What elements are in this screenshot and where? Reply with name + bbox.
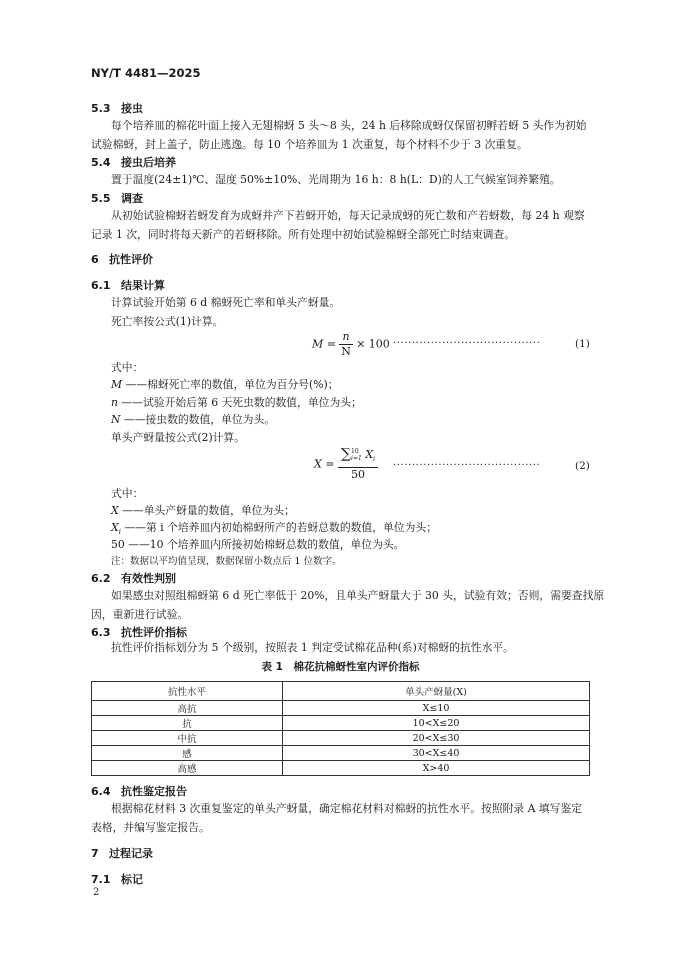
section-7-1-heading: 7.1 标记 bbox=[91, 873, 143, 886]
var-Xi: $X_i$ ——第 i 个培养皿内初始棉蚜所产的若蚜总数的数值，单位为头； bbox=[111, 521, 437, 537]
table-header-cell: 单头产蚜量(X) bbox=[283, 682, 590, 701]
table-row bbox=[92, 716, 590, 731]
where-label-2: 式中： bbox=[111, 487, 144, 500]
document-header: NY/T 4481—2025 bbox=[91, 66, 201, 80]
page-number: 2 bbox=[93, 887, 100, 898]
section-7-heading: 7 过程记录 bbox=[91, 847, 153, 860]
formula-2: X = ∑10 i=1 $X_i$ 50 bbox=[314, 447, 378, 482]
section-5-4-heading: 5.4 接虫后培养 bbox=[91, 156, 176, 169]
table-1-title: 表 1 棉花抗棉蚜性室内评价指标 bbox=[261, 661, 420, 673]
table-row bbox=[92, 701, 590, 716]
table-row bbox=[92, 746, 590, 761]
section-6-4-text-line2: 表格，并编写鉴定报告。 bbox=[91, 821, 210, 834]
table-1 bbox=[91, 681, 590, 776]
section-5-5-text-line1: 从初始试验棉蚜若蚜发育为成蚜并产下若蚜开始，每天记录成蚜的死亡数和产若蚜数，每 24 h 观察 bbox=[111, 209, 585, 222]
section-6-3-heading: 6.3 抗性评价指标 bbox=[91, 626, 187, 639]
table-cell: X≤10 bbox=[283, 701, 590, 716]
table-row bbox=[92, 761, 590, 776]
section-6-2-text-line1: 如果感虫对照组棉蚜第 6 d 死亡率低于 20%，且单头产蚜量大于 30 头，试验有效；否则，需要查找原 bbox=[111, 589, 605, 602]
section-6-3-text: 抗性评价指标划分为 5 个级别，按照表 1 判定受试棉花品种(系)对棉蚜的抗性水平。 bbox=[111, 641, 514, 654]
where-label-1: 式中： bbox=[111, 361, 144, 374]
formula-1-number: (1) bbox=[575, 338, 590, 350]
formula-2-number: (2) bbox=[575, 460, 590, 472]
section-6-heading: 6 抗性评价 bbox=[91, 253, 153, 266]
section-5-3-heading: 5.3 接虫 bbox=[91, 102, 143, 115]
table-cell: 30<X≤40 bbox=[283, 746, 590, 761]
table-cell: 10<X≤20 bbox=[283, 716, 590, 731]
table-cell: X>40 bbox=[283, 761, 590, 776]
section-6-1-text-line2: 死亡率按公式(1)计算。 bbox=[111, 315, 224, 328]
section-5-4-text: 置于温度(24±1)℃、湿度 50%±10%、光周期为 16 h：8 h(L：D)的人工气候室饲养繁殖。 bbox=[111, 173, 561, 186]
section-6-1-heading: 6.1 结果计算 bbox=[91, 279, 165, 292]
var-N: N ——接虫数的数值，单位为头。 bbox=[111, 413, 276, 426]
table-cell: 中抗 bbox=[92, 731, 283, 746]
table-cell: 高感 bbox=[92, 761, 283, 776]
section-5-5-text-line2: 记录 1 次，同时将每天新产的若蚜移除。所有处理中初始试验棉蚜全部死亡时结束调查。 bbox=[91, 228, 516, 241]
section-6-4-text-line1: 根据棉花材料 3 次重复鉴定的单头产蚜量，确定棉花材料对棉蚜的抗性水平。按照附录 A 填写鉴定 bbox=[111, 802, 583, 815]
formula-1: M = $\frac{n}{N}$ × 100 bbox=[312, 330, 390, 358]
section-6-2-text-line2: 因，重新进行试验。 bbox=[91, 608, 189, 621]
note: 注：数据以平均值呈现，数据保留小数点后 1 位数字。 bbox=[111, 556, 342, 567]
table-cell: 高抗 bbox=[92, 701, 283, 716]
table-cell: 20<X≤30 bbox=[283, 731, 590, 746]
table-header-cell: 抗性水平 bbox=[92, 682, 283, 701]
section-6-2-heading: 6.2 有效性判别 bbox=[91, 572, 176, 585]
table-cell: 抗 bbox=[92, 716, 283, 731]
var-M: M ——棉蚜死亡率的数值，单位为百分号(%)； bbox=[111, 378, 339, 391]
section-6-1-text-line1: 计算试验开始第 6 d 棉蚜死亡率和单头产蚜量。 bbox=[111, 296, 341, 309]
section-5-5-heading: 5.5 调查 bbox=[91, 192, 143, 205]
section-6-4-heading: 6.4 抗性鉴定报告 bbox=[91, 785, 187, 798]
formula-2-leader: ······································· bbox=[393, 460, 541, 471]
var-n: n ——试验开始后第 6 天死虫数的数值，单位为头； bbox=[111, 396, 362, 409]
table-row bbox=[92, 731, 590, 746]
formula-1-leader: ······································· bbox=[393, 338, 541, 349]
section-5-3-text-line2: 试验棉蚜，封上盖子，防止逃逸。每 10 个培养皿为 1 次重复，每个材料不少于 3 次重复。 bbox=[91, 138, 528, 151]
var-X: X ——单头产蚜量的数值，单位为头； bbox=[111, 504, 295, 517]
table-cell: 感 bbox=[92, 746, 283, 761]
var-50: 50 ——10 个培养皿内所接初始棉蚜总数的数值，单位为头。 bbox=[111, 538, 405, 551]
table-header-row bbox=[92, 682, 590, 701]
section-5-3-text-line1: 每个培养皿的棉花叶面上接入无翅棉蚜 5 头～8 头，24 h 后移除成蚜仅保留初孵若蚜 5 头作为初始 bbox=[111, 119, 587, 132]
section-6-1-text-line3: 单头产蚜量按公式(2)计算。 bbox=[111, 431, 246, 444]
